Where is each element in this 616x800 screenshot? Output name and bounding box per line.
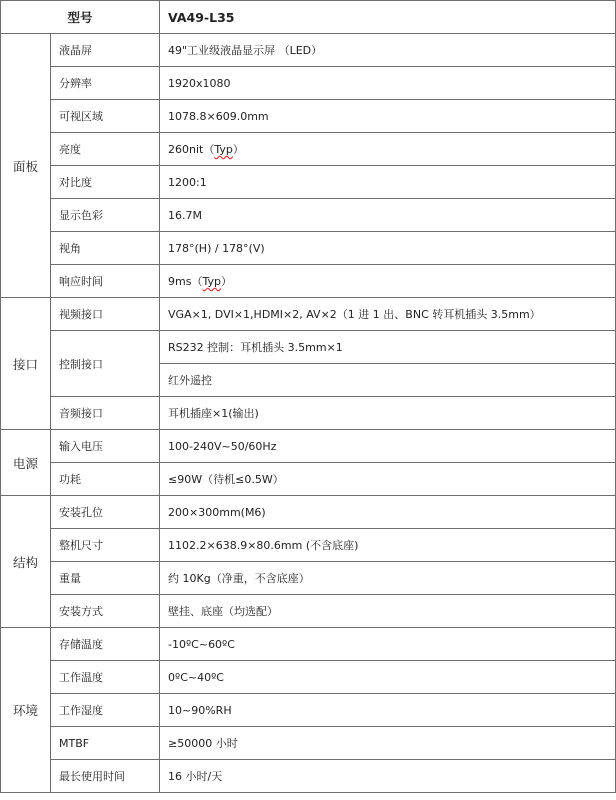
- row-label: 功耗: [51, 463, 160, 496]
- table-row: [1, 529, 616, 562]
- value-typ: Typ: [202, 275, 221, 288]
- group-power: 电源: [1, 430, 51, 496]
- table-row: [1, 199, 616, 232]
- table-row: [1, 496, 616, 529]
- table-row: [1, 100, 616, 133]
- row-value: [160, 265, 616, 298]
- table-row: [1, 166, 616, 199]
- table-row: [1, 694, 616, 727]
- row-value: 178°(H) / 178°(V): [160, 232, 616, 265]
- row-value: 1102.2×638.9×80.6mm (不含底座): [160, 529, 616, 562]
- table-row: [1, 232, 616, 265]
- row-value: 10~90%RH: [160, 694, 616, 727]
- row-value: 红外遥控: [160, 364, 616, 397]
- value-post: ）: [232, 143, 244, 156]
- row-label: 整机尺寸: [51, 529, 160, 562]
- table-row: [1, 760, 616, 793]
- header-row: [1, 1, 616, 34]
- row-value: 1078.8×609.0mm: [160, 100, 616, 133]
- row-value: 耳机插座×1(输出): [160, 397, 616, 430]
- row-value: VGA×1, DVI×1,HDMI×2, AV×2（1 进 1 出、BNC 转耳机插头 3.5mm）: [160, 298, 616, 331]
- row-value: 100-240V~50/60Hz: [160, 430, 616, 463]
- row-label: MTBF: [51, 727, 160, 760]
- table-row: [1, 298, 616, 331]
- value-post: ）: [220, 275, 232, 288]
- row-label: 控制接口: [51, 331, 160, 397]
- row-value: 16.7M: [160, 199, 616, 232]
- row-value: -10ºC~60ºC: [160, 628, 616, 661]
- row-label: 可视区域: [51, 100, 160, 133]
- row-value: ≥50000 小时: [160, 727, 616, 760]
- row-value: [160, 133, 616, 166]
- row-label: 安装孔位: [51, 496, 160, 529]
- row-value: ≤90W（待机≤0.5W）: [160, 463, 616, 496]
- row-label: 分辨率: [51, 67, 160, 100]
- group-environment: 环境: [1, 628, 51, 793]
- value-typ: Typ: [214, 143, 233, 156]
- row-value: 壁挂、底座（均选配）: [160, 595, 616, 628]
- row-value: 1920x1080: [160, 67, 616, 100]
- row-label: 工作温度: [51, 661, 160, 694]
- table-row: [1, 67, 616, 100]
- table-row: [1, 727, 616, 760]
- row-label: 亮度: [51, 133, 160, 166]
- table-row: [1, 463, 616, 496]
- row-value: 16 小时/天: [160, 760, 616, 793]
- table-row: [1, 661, 616, 694]
- row-value: 1200:1: [160, 166, 616, 199]
- row-label: 显示色彩: [51, 199, 160, 232]
- row-value: 49"工业级液晶显示屏 （LED）: [160, 34, 616, 67]
- model-value: VA49-L35: [160, 1, 616, 34]
- row-value: 200×300mm(M6): [160, 496, 616, 529]
- row-label: 输入电压: [51, 430, 160, 463]
- group-panel: 面板: [1, 34, 51, 298]
- row-label: 视频接口: [51, 298, 160, 331]
- row-label: 液晶屏: [51, 34, 160, 67]
- table-row: [1, 133, 616, 166]
- row-value: RS232 控制：耳机插头 3.5mm×1: [160, 331, 616, 364]
- row-value: 0ºC~40ºC: [160, 661, 616, 694]
- row-label: 对比度: [51, 166, 160, 199]
- row-label: 响应时间: [51, 265, 160, 298]
- row-label: 工作湿度: [51, 694, 160, 727]
- table-row: [1, 331, 616, 364]
- row-label: 音频接口: [51, 397, 160, 430]
- row-value: 约 10Kg（净重，不含底座）: [160, 562, 616, 595]
- row-label: 最长使用时间: [51, 760, 160, 793]
- table-row: [1, 34, 616, 67]
- row-label: 重量: [51, 562, 160, 595]
- row-label: 存储温度: [51, 628, 160, 661]
- table-row: [1, 595, 616, 628]
- model-label: 型号: [1, 1, 160, 34]
- table-row: [1, 628, 616, 661]
- table-row: [1, 562, 616, 595]
- value-pre: 260nit（: [168, 143, 215, 156]
- table-row: [1, 265, 616, 298]
- table-row: [1, 397, 616, 430]
- table-row: [1, 430, 616, 463]
- group-interface: 接口: [1, 298, 51, 430]
- row-label: 安装方式: [51, 595, 160, 628]
- value-pre: 9ms（: [168, 275, 203, 288]
- row-label: 视角: [51, 232, 160, 265]
- group-structure: 结构: [1, 496, 51, 628]
